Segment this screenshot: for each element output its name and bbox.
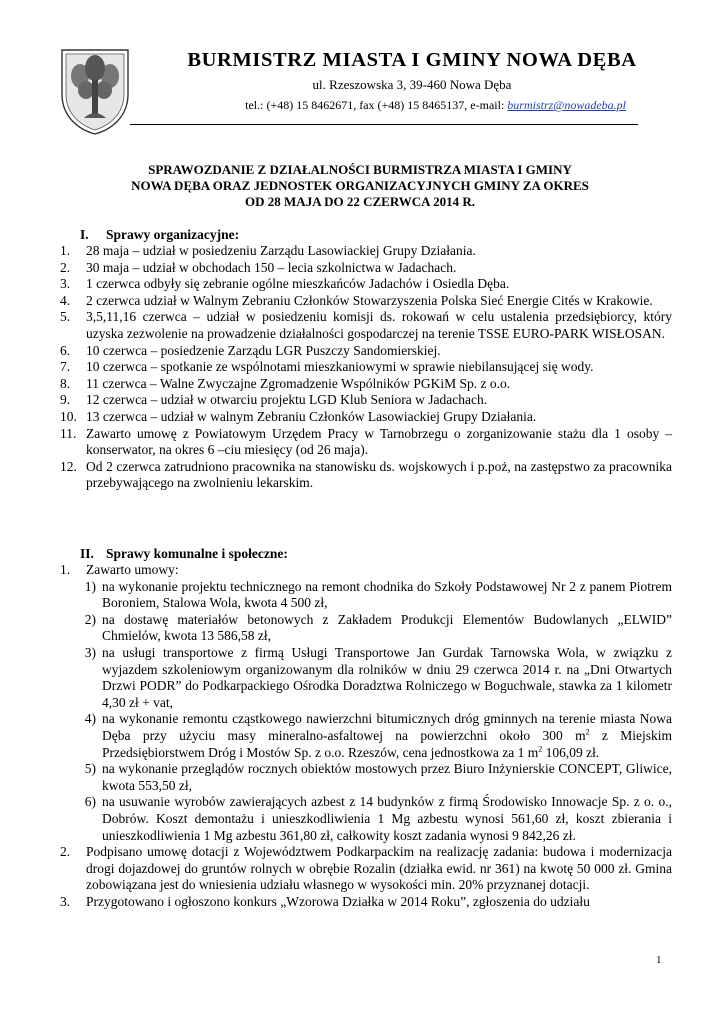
list-item: 9. 12 czerwca – udział w otwarciu projektu LGD Klub Seniora w Jadachach. [60,392,488,408]
section-numeral: I. [80,227,89,242]
list-item: 1. 28 maja – udział w posiedzeniu Zarządu Lasowiackiej Grupy Działania. [60,243,476,258]
section-title: Sprawy komunalne i społeczne: [106,546,288,561]
sub-item: 2) na dostawę materiałów betonowych z Zakładem Produkcji Elementów Budowlanych „ELWID” Chmielów, kwota 13 586,58 zł, [84,611,672,644]
letterhead-divider [130,124,638,125]
list-item: 10. 13 czerwca – udział w walnym Zebraniu Członków Lasowiackiej Grupy Działania. [60,408,537,424]
list-item: 1. Zawarto umowy: [60,562,179,577]
letterhead-address: ul. Rzeszowska 3, 39-460 Nowa Dęba [312,77,512,92]
list-item: 8. 11 czerwca – Walne Zwyczajne Zgromadzenie Wspólników PGKiM Sp. z o.o. [60,375,511,391]
list-item: 7. 10 czerwca – spotkanie ze wspólnotami mieszkaniowymi w sprawie niebilansującej się wody. [60,359,594,375]
list-item: 2. 30 maja – udział w obchodach 150 – lecia szkolnictwa w Jadachach. [60,259,457,275]
page-number: 1 [656,954,662,966]
section-heading [80,227,239,243]
sub-item: 1) na wykonanie projektu technicznego na remont chodnika do Szkoły Podstawowej Nr 2 z panem Piotrem Boroniem, Stalowa Wola, kwota 4 500 zł, [84,578,672,611]
list-item: 12. Od 2 czerwca zatrudniono pracownika na stanowisku ds. wojskowych i p.poż, na zastępstwo za pracownika przebywającego na zwolnieniu lekarskim. [60,458,672,491]
report-title [58,162,662,210]
list-item: 5. 3,5,11,16 czerwca – udział w posiedzeniu komisji ds. rokowań w celu ustalenia przedsiębiorcy, który uzyska zezwolenie na prowadzenie działalności gospodarczej na terenie TSSE EURO-PARK WISŁOSAN. [60,309,672,341]
list-item: 3. 1 czerwca odbyły się zebranie ogólne mieszkańców Jadachów i Osiedla Dęba. [60,276,510,292]
section-numeral: II. [80,546,94,561]
list-item: 3. Przygotowano i ogłoszono konkurs „Wzorowa Działka w 2014 Roku”, zgłoszenia do udziału [60,893,590,909]
report-title-line: NOWA DĘBA ORAZ JEDNOSTEK ORGANIZACYJNYCH GMINY ZA OKRES [131,178,589,193]
letterhead-contact [134,98,626,112]
sub-item: 5) na wykonanie przeglądów rocznych obiektów mostowych przez Biuro Inżynierskie CONCEPT, Gliwice, kwota 553,50 zł, [84,761,672,793]
contracts-sublist [76,579,672,845]
section-title: Sprawy organizacyjne: [106,227,240,242]
sub-item: 4) na wykonanie remontu cząstkowego nawierzchni bitumicznych dróg gminnych na terenie miasta Nowa Dęba przy użyciu masy mineralno-asfaltowej na powierzchni około 300 $m^2$ z Miejskim Przedsiębiorstwem Dróg i Mostów Sp. z o.o. Rzeszów, cena jednostkowa za 1 $m^2$ 106,09 zł. [84,711,672,760]
list-item: 11. Zawarto umowę z Powiatowym Urzędem Pracy w Tarnobrzegu o zorganizowanie stażu dla 1 osoby – konserwator, na okres 6 –ciu miesięcy (od 26 maja). [60,425,672,458]
list-item: 6. 10 czerwca – posiedzenie Zarządu LGR Puszczy Sandomierskiej. [60,342,441,358]
organizational-list [60,243,672,492]
sub-item: 3) na usługi transportowe z firmą Usługi Transportowe Jan Gurdak Tarnowska Wola, w związku z wyjazdem szkoleniowym organizowanym dla rolników w dniu 29 czerwca 2014 r. na „Dni Otwartych Drzwi PODR” do Podkarpackiego Ośrodka Doradztwa Rolniczego w Boguchwale, stawka za 1 kilometr 4,30 zł + vat, [84,644,672,710]
section-heading [80,546,288,562]
report-title-line: SPRAWOZDANIE Z DZIAŁALNOŚCI BURMISTRZA MIASTA I GMINY [148,162,572,177]
email-link[interactable]: burmistrz@nowadeba.pl [507,98,626,112]
list-item: 4. 2 czerwca udział w Walnym Zebraniu Członków Stowarzyszenia Polska Sieć Energie Cités w Krakowie. [60,292,653,308]
coat-of-arms-tree-icon [58,46,132,136]
list-item: 2. Podpisano umowę dotacji z Województwem Podkarpackim na realizację zadania: budowa i modernizacja drogi dojazdowej do gruntów rolnych w obrębie Rozalin (działka ewid. nr 361) na kwotę 50 000 zł. Gmina zobowiązana jest do wniesienia udziału własnego w wysokości min. 20% przyznanej dotacji. [60,844,672,893]
sub-item: 6) na usuwanie wyrobów zawierających azbest z 14 budynków z firmą Środowisko Innowacje Sp. z o. o., Dobrów. Koszt demontażu i unieszkodliwienia 1 Mg azbestu wynosi 561,60 zł, koszt zbierania i unieszkodliwienia 1 Mg azbestu 361,80 zł, całkowity koszt zadania wynosi 9 842,26 zł. [84,794,672,843]
letterhead-title: BURMISTRZ MIASTA I GMINY NOWA DĘBA [187,49,637,71]
report-title-line: OD 28 MAJA DO 22 CZERWCA 2014 R. [245,194,475,209]
communal-list [60,562,672,910]
contact-text: tel.: (+48) 15 8462671, fax (+48) 15 8465137, e-mail: [245,98,508,112]
